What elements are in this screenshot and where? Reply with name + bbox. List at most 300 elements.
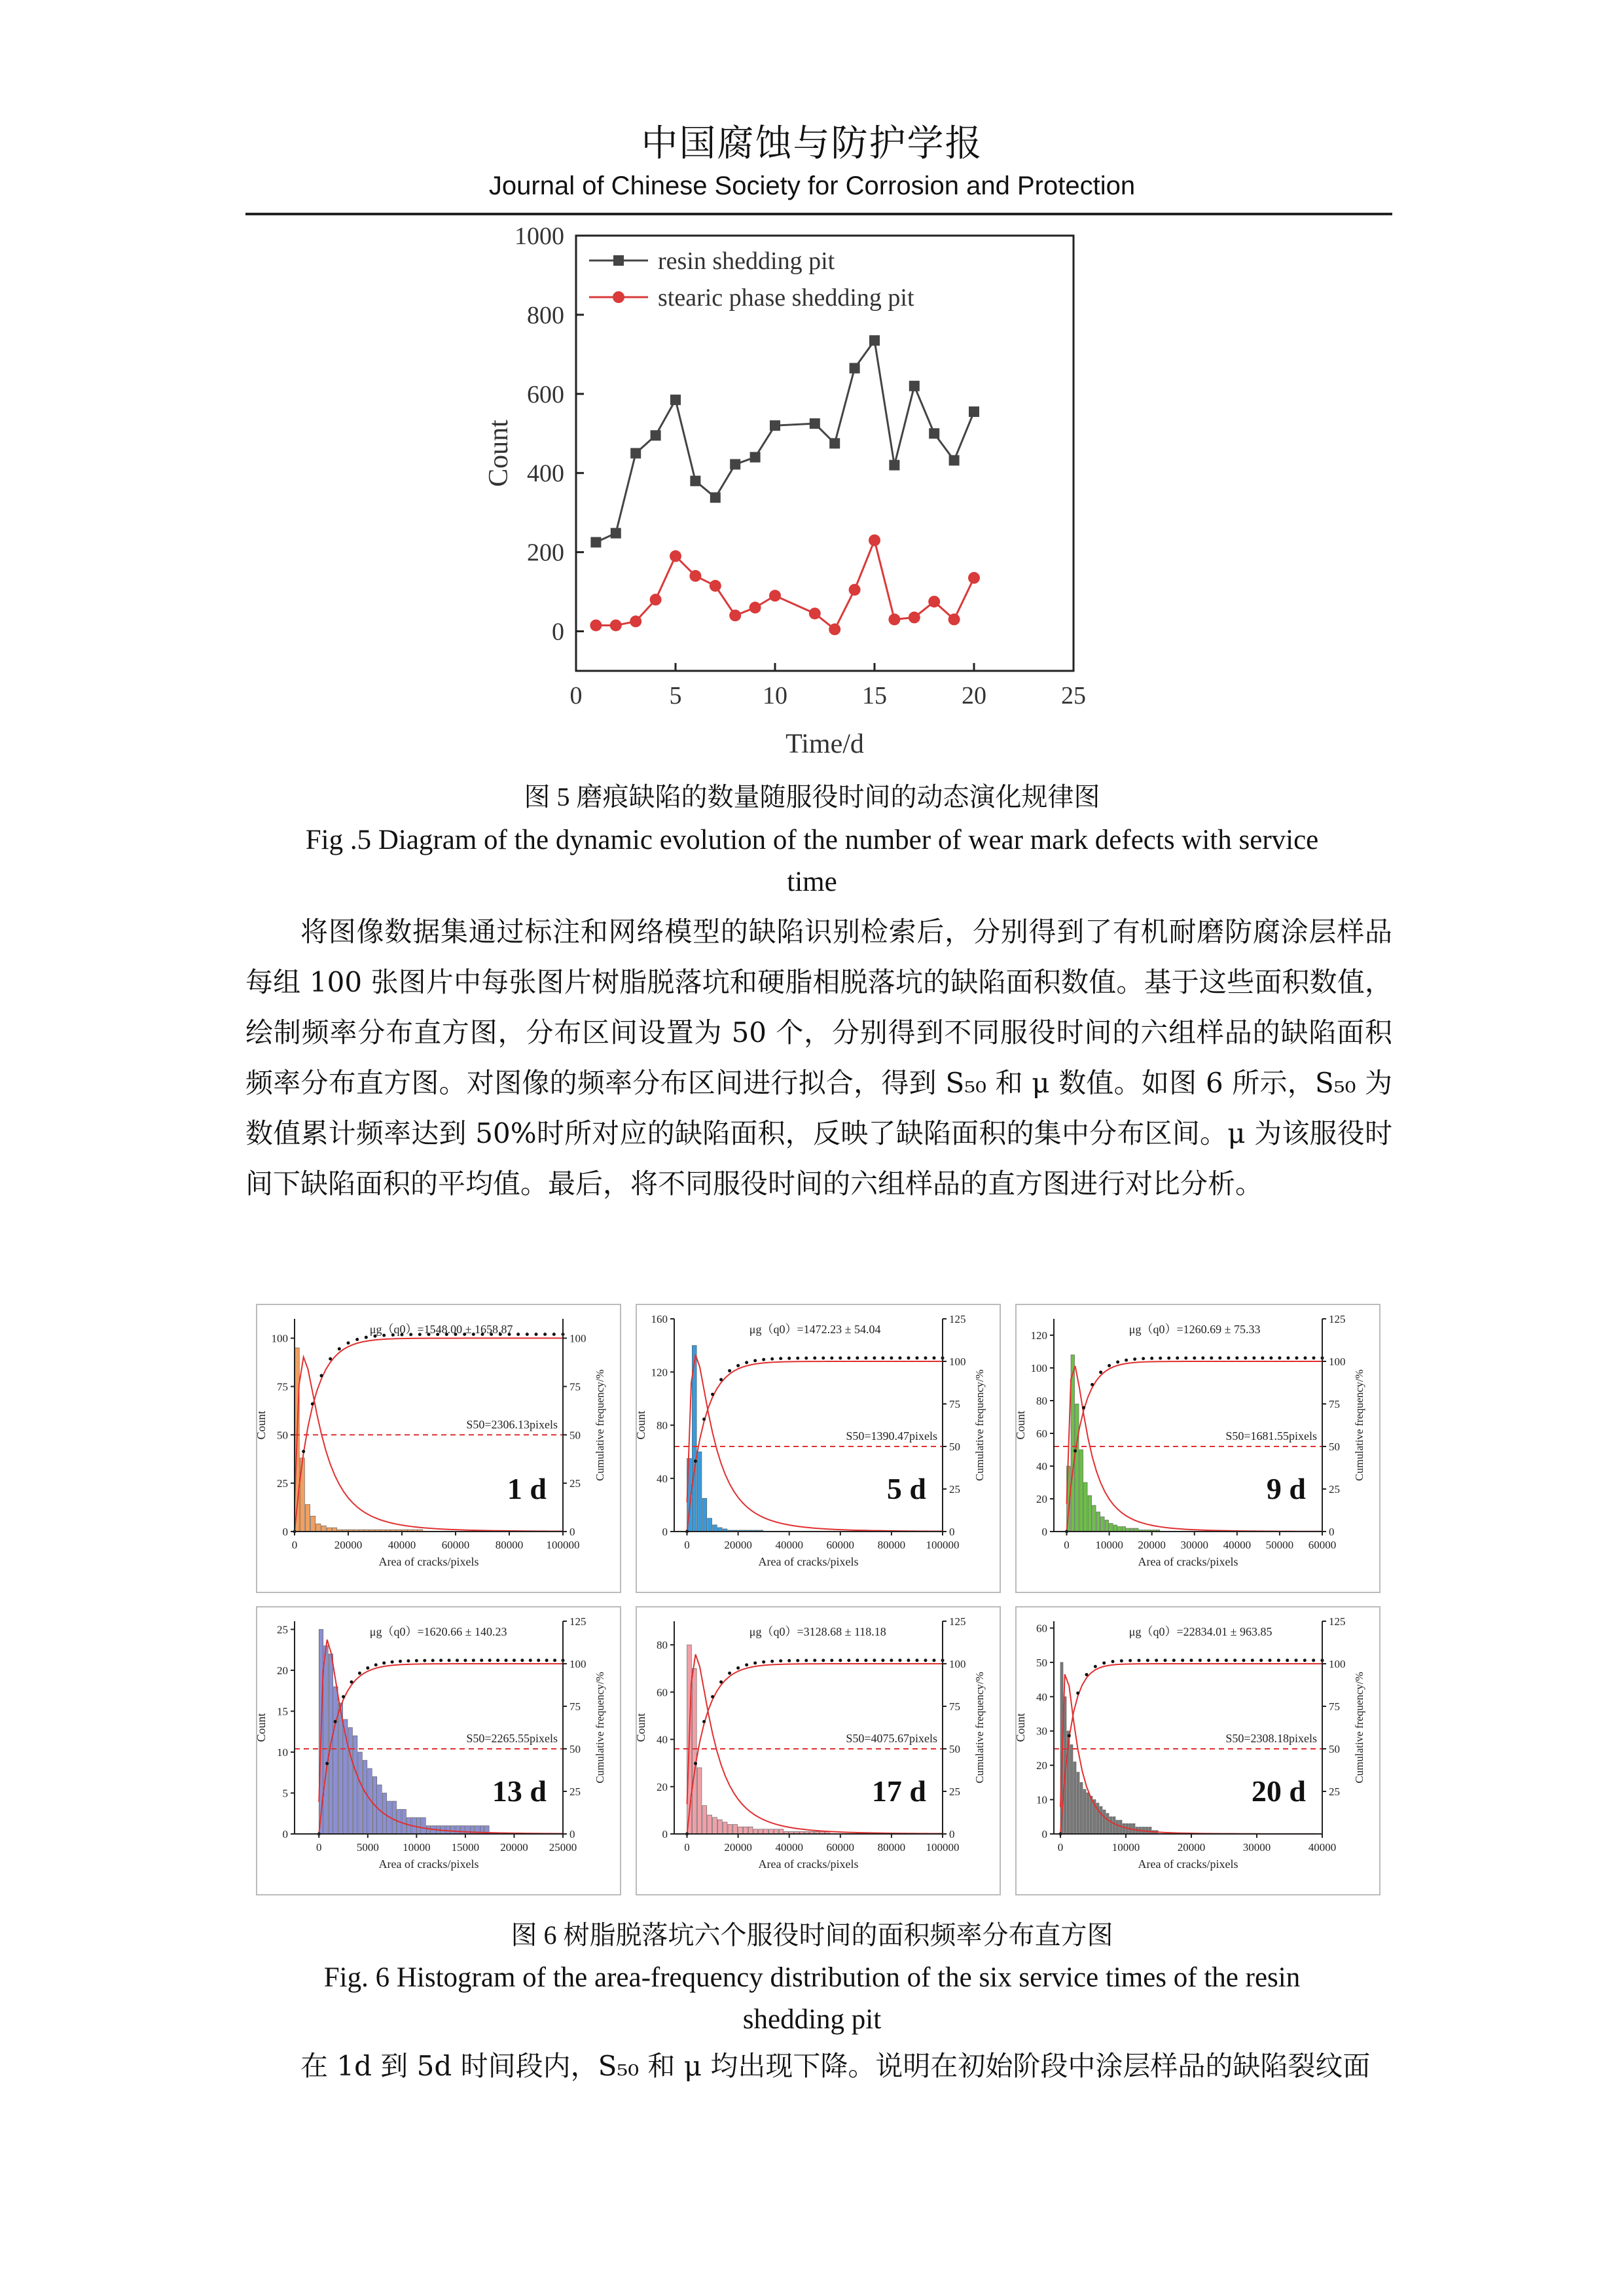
fig6-cumulative-point	[1181, 1659, 1184, 1662]
fig6-cumulative-point	[1235, 1356, 1238, 1359]
fig6-y2tick-label: 75	[1329, 1398, 1340, 1410]
fig6-xtick-label: 10000	[1111, 1841, 1140, 1854]
fig5-point-stearic	[888, 613, 900, 625]
fig6-bar	[738, 1827, 743, 1834]
fig6-ytick-label: 100	[1030, 1362, 1047, 1374]
fig6-cumulative-point	[839, 1356, 842, 1359]
fig5-series-line-1	[596, 340, 974, 542]
fig6-y2tick-label: 25	[1329, 1785, 1340, 1798]
fig6-y2tick-label: 75	[949, 1398, 960, 1410]
fig6-y2tick-label: 50	[569, 1429, 581, 1442]
fig6-bar	[779, 1829, 784, 1834]
fig6-xtick-label: 80000	[877, 1539, 906, 1551]
fig5-point-resin	[810, 418, 820, 429]
fig6-cumulative-point	[1150, 1357, 1153, 1360]
fig5-point-resin	[889, 460, 899, 471]
fig6-ytick-label: 40	[657, 1472, 668, 1485]
fig6-cumulative-point	[1094, 1665, 1097, 1668]
fig6-y2tick-label: 75	[569, 1700, 581, 1713]
fig6-cumulative-point	[505, 1659, 508, 1662]
fig6-cumulative-point	[745, 1663, 748, 1666]
fig5-xlabel: Time/d	[785, 729, 864, 759]
body-paragraph-2	[245, 2041, 1392, 2091]
fig6-cumulative-point	[1199, 1659, 1202, 1662]
fig6-ytick-label: 20	[1036, 1759, 1047, 1772]
fig6-ytick-label: 0	[282, 1526, 288, 1538]
fig6-s50-label: S50=1681.55pixels	[1225, 1429, 1317, 1443]
fig6-cumulative-point	[1312, 1356, 1315, 1359]
fig6-cumulative-point	[456, 1659, 459, 1662]
fig6-ytick-label: 5	[282, 1787, 288, 1800]
fig6-cumulative-point	[1295, 1659, 1298, 1662]
fig6-cumulative-point	[1184, 1356, 1187, 1359]
fig6-bar	[733, 1825, 738, 1834]
fig6-cumulative-point	[787, 1659, 791, 1662]
fig6-cumulative-point	[1201, 1356, 1204, 1359]
fig6-ytick-label: 60	[1036, 1622, 1047, 1635]
fig6-ytick-label: 60	[1036, 1427, 1047, 1440]
fig5-xtick-label: 10	[763, 682, 787, 709]
fig6-s50-label: S50=2265.55pixels	[466, 1732, 558, 1745]
fig6-cumulative-point	[1286, 1659, 1289, 1662]
fig6-cumulative-point	[728, 1369, 731, 1372]
fig6-cumulative-point	[338, 1347, 341, 1350]
fig6-cumulative-point	[796, 1357, 799, 1360]
journal-title-en: Journal of Chinese Society for Corrosion and Protection	[488, 171, 1136, 200]
fig6-ytick-label: 10	[1036, 1793, 1047, 1806]
fig6-cumulative-point	[813, 1356, 816, 1359]
fig6-cumulative-point	[1277, 1659, 1280, 1662]
fig6-cumulative-point	[924, 1356, 927, 1359]
fig6-bar	[1123, 1823, 1125, 1834]
fig6-cumulative-point	[779, 1357, 782, 1360]
fig6-cumulative-point	[881, 1356, 884, 1359]
fig6-xtick-label: 0	[316, 1841, 322, 1854]
fig6-s50-label: S50=2308.18pixels	[1225, 1732, 1317, 1745]
fig6-bar	[697, 1452, 702, 1532]
fig6-cumulative-point	[545, 1659, 549, 1662]
fig6-cumulative-point	[804, 1659, 808, 1662]
fig6-cumulative-point	[342, 1695, 345, 1698]
fig6-xtick-label: 40000	[775, 1841, 803, 1854]
fig6-xtick-label: 30000	[1242, 1841, 1271, 1854]
fig5-point-stearic	[948, 613, 960, 625]
fig5-point-resin	[611, 528, 621, 539]
journal-title-cn: 中国腐蚀与防护学报	[641, 122, 983, 165]
fig6-cumulative-point	[350, 1680, 353, 1683]
fig6-cumulative-point	[898, 1659, 901, 1662]
fig6-cumulative-point	[1286, 1356, 1290, 1359]
fig6-y2label: Cumulative frequency/%	[973, 1369, 986, 1481]
fig6-day-label: 1 d	[507, 1472, 547, 1505]
fig6-bar	[1113, 1525, 1117, 1532]
fig6-cumulative-point	[537, 1659, 540, 1662]
fig6-y2tick-label: 100	[949, 1355, 966, 1368]
fig5-xtick-label: 15	[862, 682, 887, 709]
fig6-bar	[1079, 1450, 1083, 1532]
fig6-bar	[334, 1687, 338, 1834]
body-paragraph-2-text: 在 1d 到 5d 时间段内，S₅₀ 和 μ 均出现下降。说明在初始阶段中涂层样品的缺陷裂纹面	[300, 2050, 1371, 2082]
fig6-cumulative-point	[915, 1659, 918, 1662]
fig5-point-stearic	[749, 601, 761, 613]
fig6-cumulative-point	[543, 1333, 547, 1336]
fig6-cumulative-point	[1146, 1659, 1149, 1662]
fig6-cumulative-point	[526, 1333, 529, 1336]
fig6-panel-1	[255, 1304, 621, 1592]
fig5-point-stearic	[849, 584, 861, 596]
fig6-bar	[1074, 1762, 1076, 1834]
fig6-cumulative-point	[431, 1659, 435, 1662]
fig6-mu-label: μg（q0）=3128.68 ± 118.18	[749, 1625, 886, 1638]
fig6-cumulative-point	[1269, 1659, 1272, 1662]
fig6-bar	[1105, 1520, 1109, 1532]
fig5-caption-cn: 图 5 磨痕缺陷的数量随服役时间的动态演化规律图	[524, 782, 1100, 812]
fig6-cumulative-point	[1252, 1356, 1255, 1359]
fig6-cumulative-point	[711, 1695, 714, 1698]
fig6-bar	[708, 1518, 712, 1532]
fig6-cumulative-point	[847, 1659, 850, 1662]
fig6-xtick-label: 0	[684, 1841, 690, 1854]
fig6-cumulative-point	[753, 1661, 757, 1664]
fig6-cumulative-point	[365, 1336, 368, 1339]
fig6-y2tick-label: 50	[949, 1441, 960, 1453]
fig6-ytick-label: 60	[657, 1686, 668, 1699]
fig6-y2tick-label: 75	[569, 1380, 581, 1393]
fig6-cumulative-point	[1295, 1356, 1298, 1359]
fig6-cumulative-point	[839, 1659, 842, 1662]
fig6-ylabel: Count	[255, 1410, 268, 1440]
fig6-ytick-label: 25	[277, 1623, 288, 1636]
fig6-xtick-label: 100000	[926, 1539, 960, 1551]
fig6-bar	[1084, 1482, 1088, 1532]
fig6-bar	[702, 1498, 707, 1532]
fig6-cumulative-point	[932, 1356, 935, 1359]
fig6-cumulative-point	[513, 1659, 516, 1662]
fig6-mu-label: μg（q0）=1620.66 ± 140.23	[369, 1625, 507, 1638]
fig6-cumulative-point	[745, 1361, 748, 1364]
fig6-bar	[1080, 1782, 1083, 1834]
fig5-ytick-label: 200	[527, 539, 564, 567]
fig6-ylabel: Count	[634, 1713, 647, 1742]
fig6-cumulative-point	[355, 1338, 359, 1341]
fig6-cumulative-point	[932, 1659, 935, 1662]
fig6-y2label: Cumulative frequency/%	[973, 1672, 986, 1784]
fig6-bar	[1106, 1814, 1109, 1834]
fig5-point-stearic	[729, 609, 741, 621]
fig6-panel-2	[634, 1304, 1000, 1592]
fig5-ytick-label: 600	[527, 380, 564, 408]
fig6-panel-3	[1014, 1304, 1380, 1592]
fig6-y2tick-label: 0	[1329, 1526, 1335, 1538]
fig6-cumulative-point	[864, 1356, 867, 1359]
fig6-xtick-label: 20000	[500, 1841, 528, 1854]
fig5-xtick-label: 20	[962, 682, 986, 709]
fig6-bar	[1116, 1820, 1119, 1834]
fig6-mu-label: μg（q0）=1260.69 ± 75.33	[1128, 1323, 1261, 1336]
fig6-cumulative-point	[762, 1358, 765, 1361]
fig6-cumulative-point	[1142, 1357, 1145, 1360]
fig6-xtick-label: 25000	[549, 1841, 577, 1854]
fig6-cumulative-point	[813, 1659, 816, 1662]
fig6-xtick-label: 80000	[877, 1841, 906, 1854]
fig5-point-resin	[630, 448, 641, 459]
fig6-cumulative-point	[796, 1659, 799, 1662]
fig6-bar	[748, 1827, 753, 1834]
fig5-point-resin	[850, 363, 860, 374]
fig5-point-resin	[829, 438, 840, 448]
fig6-bar	[1110, 1524, 1113, 1532]
fig6-cumulative-point	[830, 1659, 833, 1662]
fig6-ytick-label: 100	[271, 1332, 288, 1345]
fig6-ytick-label: 20	[277, 1664, 288, 1677]
fig6-ytick-label: 0	[662, 1526, 668, 1538]
fig6-bar	[764, 1829, 768, 1834]
fig5-point-resin	[949, 455, 960, 465]
fig6-cumulative-point	[1091, 1383, 1094, 1386]
fig5-line-chart	[458, 223, 1165, 766]
fig6-bar	[416, 1818, 420, 1834]
fig6-bar	[1088, 1496, 1092, 1532]
fig6-ytick-label: 40	[1036, 1691, 1047, 1704]
fig6-cumulative-point	[1210, 1356, 1213, 1359]
fig6-bar	[451, 1826, 455, 1835]
fig6-bar	[1113, 1817, 1115, 1834]
fig6-cumulative-point	[520, 1659, 524, 1662]
fig5-ytick-label: 800	[527, 301, 564, 329]
fig6-cumulative-point	[1120, 1659, 1123, 1662]
fig6-xtick-label: 15000	[451, 1841, 480, 1854]
fig6-xtick-label: 5000	[356, 1841, 379, 1854]
fig6-bar	[363, 1761, 367, 1835]
fig6-xtick-label: 100000	[926, 1841, 960, 1854]
fig6-y2label: Cumulative frequency/%	[1353, 1369, 1365, 1481]
fig6-ytick-label: 40	[1036, 1460, 1047, 1473]
fig6-bar	[1101, 1517, 1105, 1532]
fig6-xlabel: Area of cracks/pixels	[1138, 1555, 1238, 1568]
fig6-cumulative-point	[1207, 1659, 1210, 1662]
fig5-point-stearic	[670, 550, 681, 562]
fig6-day-label: 9 d	[1266, 1472, 1306, 1505]
fig6-cumulative-point	[391, 1660, 394, 1664]
fig6-y2tick-label: 125	[949, 1313, 966, 1325]
fig6-cumulative-point	[1167, 1356, 1170, 1359]
fig5-caption-en-line1: Fig .5 Diagram of the dynamic evolution of the number of wear mark defects with service	[305, 825, 1319, 855]
fig5-legend-label: resin shedding pit	[658, 247, 835, 275]
fig6-bar	[426, 1826, 430, 1835]
fig6-xtick-label: 20000	[1177, 1841, 1206, 1854]
fig6-bar	[708, 1815, 712, 1834]
fig6-bar	[1090, 1796, 1092, 1834]
fig6-y2tick-label: 75	[1329, 1700, 1340, 1713]
fig6-y2tick-label: 0	[569, 1526, 575, 1538]
fig6-xtick-label: 0	[684, 1539, 690, 1551]
fig6-cumulative-point	[1218, 1356, 1221, 1359]
fig6-cumulative-point	[1312, 1659, 1315, 1662]
fig6-bar	[338, 1703, 342, 1834]
fig6-cumulative-point	[463, 1659, 467, 1662]
fig6-bar	[305, 1505, 310, 1532]
fig5-point-resin	[690, 476, 700, 486]
fig5-point-resin	[750, 452, 761, 463]
fig6-cumulative-point	[915, 1356, 918, 1359]
fig5-point-resin	[929, 428, 939, 439]
fig6-s50-label: S50=1390.47pixels	[846, 1429, 937, 1443]
fig6-y2tick-label: 100	[1329, 1658, 1346, 1670]
fig6-cumulative-point	[1099, 1371, 1102, 1374]
fig6-bar	[717, 1820, 722, 1834]
fig6-cumulative-point	[374, 1663, 378, 1666]
fig6-cumulative-point	[1225, 1659, 1228, 1662]
fig6-bar	[1146, 1827, 1148, 1834]
fig5-point-stearic	[710, 580, 721, 592]
fig6-cumulative-point	[873, 1659, 876, 1662]
fig6-mu-label: μg（q0）=22834.01 ± 963.85	[1128, 1625, 1272, 1638]
fig6-cumulative-point	[1259, 1659, 1263, 1662]
fig6-ytick-label: 0	[1041, 1526, 1047, 1538]
fig6-cumulative-point	[302, 1450, 305, 1453]
fig6-cumulative-point	[480, 1659, 483, 1662]
fig6-xtick-label: 50000	[1265, 1539, 1294, 1551]
fig6-y2tick-label: 50	[1329, 1743, 1340, 1755]
fig6-bar	[692, 1668, 696, 1834]
fig6-y2tick-label: 25	[569, 1477, 581, 1490]
fig6-cumulative-point	[496, 1659, 499, 1662]
fig5-xtick-label: 0	[569, 682, 583, 709]
fig6-bar	[1092, 1505, 1096, 1532]
fig6-ytick-label: 160	[651, 1313, 668, 1325]
fig5-caption-en-line2: time	[787, 867, 837, 897]
fig6-y2label: Cumulative frequency/%	[594, 1672, 606, 1784]
fig6-xtick-label: 20000	[724, 1539, 752, 1551]
fig6-cumulative-point	[553, 1659, 556, 1662]
fig6-cumulative-point	[366, 1666, 369, 1670]
fig6-cumulative-point	[1193, 1356, 1196, 1359]
fig5-xtick-label: 25	[1061, 682, 1086, 709]
fig6-bar	[446, 1826, 450, 1835]
fig6-xtick-label: 40000	[388, 1539, 416, 1551]
fig5-point-stearic	[630, 615, 641, 627]
fig6-cumulative-point	[347, 1341, 350, 1344]
fig6-cumulative-point	[1128, 1659, 1132, 1662]
fig5-point-stearic	[610, 619, 622, 631]
fig6-xtick-label: 80000	[495, 1539, 524, 1551]
fig6-cumulative-point	[779, 1659, 782, 1662]
fig6-cumulative-point	[1159, 1357, 1162, 1360]
fig6-ylabel: Count	[255, 1713, 268, 1742]
fig6-caption-cn: 图 6 树脂脱落坑六个服役时间的面积频率分布直方图	[511, 1920, 1113, 1950]
fig6-cumulative-point	[1082, 1406, 1085, 1409]
body-paragraph-1	[245, 906, 1392, 1209]
fig6-y2tick-label: 125	[1329, 1313, 1346, 1325]
fig6-ytick-label: 25	[277, 1477, 288, 1490]
fig5-point-stearic	[968, 572, 980, 584]
fig6-ylabel: Count	[1014, 1713, 1027, 1742]
fig6-bar	[1077, 1772, 1079, 1834]
fig6-ytick-label: 75	[277, 1380, 288, 1393]
fig5-point-stearic	[869, 535, 880, 547]
fig6-cumulative-point	[1108, 1364, 1111, 1367]
fig6-day-label: 20 d	[1251, 1774, 1306, 1808]
fig5-legend-label: stearic phase shedding pit	[658, 284, 914, 312]
fig6-xtick-label: 60000	[441, 1539, 470, 1551]
fig6-y2label: Cumulative frequency/%	[594, 1369, 606, 1481]
fig6-bar	[353, 1736, 357, 1834]
fig5-point-stearic	[769, 590, 781, 601]
fig5-point-stearic	[650, 594, 662, 605]
fig6-ytick-label: 30	[1036, 1725, 1047, 1738]
fig6-cumulative-point	[439, 1659, 442, 1662]
fig6-cumulative-point	[1133, 1357, 1136, 1361]
fig6-bar	[456, 1826, 460, 1835]
fig6-xtick-label: 60000	[826, 1539, 855, 1551]
fig6-y2tick-label: 125	[949, 1615, 966, 1628]
fig5-point-stearic	[928, 596, 940, 607]
fig6-bar	[324, 1646, 328, 1835]
fig6-s50-label: S50=2306.13pixels	[466, 1418, 558, 1431]
fig6-ytick-label: 15	[277, 1705, 288, 1718]
fig6-y2tick-label: 50	[1329, 1441, 1340, 1453]
fig5-xtick-label: 5	[669, 682, 682, 709]
fig6-cumulative-point	[736, 1364, 740, 1367]
fig6-xtick-label: 0	[291, 1539, 298, 1551]
fig6-cumulative-point	[702, 1720, 706, 1723]
fig6-cumulative-point	[311, 1402, 314, 1405]
fig6-cumulative-point	[1233, 1659, 1236, 1662]
fig6-y2tick-label: 50	[569, 1743, 581, 1755]
fig6-bar	[300, 1458, 304, 1532]
fig6-cumulative-point	[702, 1418, 706, 1421]
fig6-cumulative-point	[1111, 1660, 1115, 1663]
fig6-cumulative-point	[399, 1660, 402, 1663]
fig6-panel-4	[255, 1607, 621, 1895]
fig6-bar	[1087, 1793, 1089, 1834]
fig6-y2tick-label: 25	[1329, 1483, 1340, 1496]
fig6-ytick-label: 80	[1036, 1395, 1047, 1407]
fig5-ylabel: Count	[484, 420, 514, 487]
fig6-cumulative-point	[787, 1357, 791, 1360]
fig5-point-resin	[869, 335, 880, 346]
fig6-panel-6	[1014, 1607, 1380, 1895]
fig6-cumulative-point	[881, 1659, 884, 1662]
fig6-cumulative-point	[1176, 1356, 1179, 1359]
fig6-cumulative-point	[1303, 1659, 1307, 1662]
fig6-bar	[768, 1829, 773, 1834]
fig6-cumulative-point	[856, 1356, 859, 1359]
fig6-bar	[743, 1827, 748, 1834]
fig6-bar	[1103, 1810, 1106, 1834]
fig6-y2tick-label: 100	[949, 1658, 966, 1670]
fig6-cumulative-point	[1102, 1661, 1106, 1664]
body-paragraph-1-text: 将图像数据集通过标注和网络模型的缺陷识别检索后，分别得到了有机耐磨防腐涂层样品每组 100 张图片中每张图片树脂脱落坑和硬脂相脱落坑的缺陷面积数值。基于这些面积数值，绘制频率分布直方图，分布区间设置为 50 个，分别得到不同服役时间的六组样品的缺陷面积频率分布直方图。对图像的频率分布区间进行拟合，得到 S₅₀ 和 μ 数值。如图 6 所示，S₅₀ 为数值累计频率达到 50%时所对应的缺陷面积，反映了缺陷面积的集中分布区间。μ 为该服役时间下缺陷面积的平均值。最后，将不同服役时间的六组样品的直方图进行对比分析。	[245, 916, 1392, 1200]
fig6-day-label: 17 d	[871, 1774, 926, 1808]
fig6-cumulative-point	[711, 1393, 714, 1396]
fig6-y2tick-label: 100	[569, 1332, 586, 1345]
fig6-bar	[759, 1829, 763, 1834]
fig5-legend-marker	[613, 291, 624, 303]
fig6-cumulative-point	[1261, 1356, 1264, 1359]
fig6-cumulative-point	[728, 1672, 731, 1675]
fig6-xlabel: Area of cracks/pixels	[758, 1555, 859, 1568]
fig5-legend-marker	[613, 255, 624, 266]
fig6-cumulative-point	[1164, 1659, 1167, 1662]
fig6-cumulative-point	[472, 1659, 475, 1662]
fig6-bar	[1149, 1827, 1151, 1834]
fig6-cumulative-point	[1242, 1659, 1246, 1662]
fig6-s50-label: S50=4075.67pixels	[846, 1732, 937, 1745]
fig6-y2tick-label: 0	[569, 1828, 575, 1840]
fig6-cumulative-point	[516, 1333, 520, 1336]
fig6-cumulative-point	[719, 1378, 723, 1381]
